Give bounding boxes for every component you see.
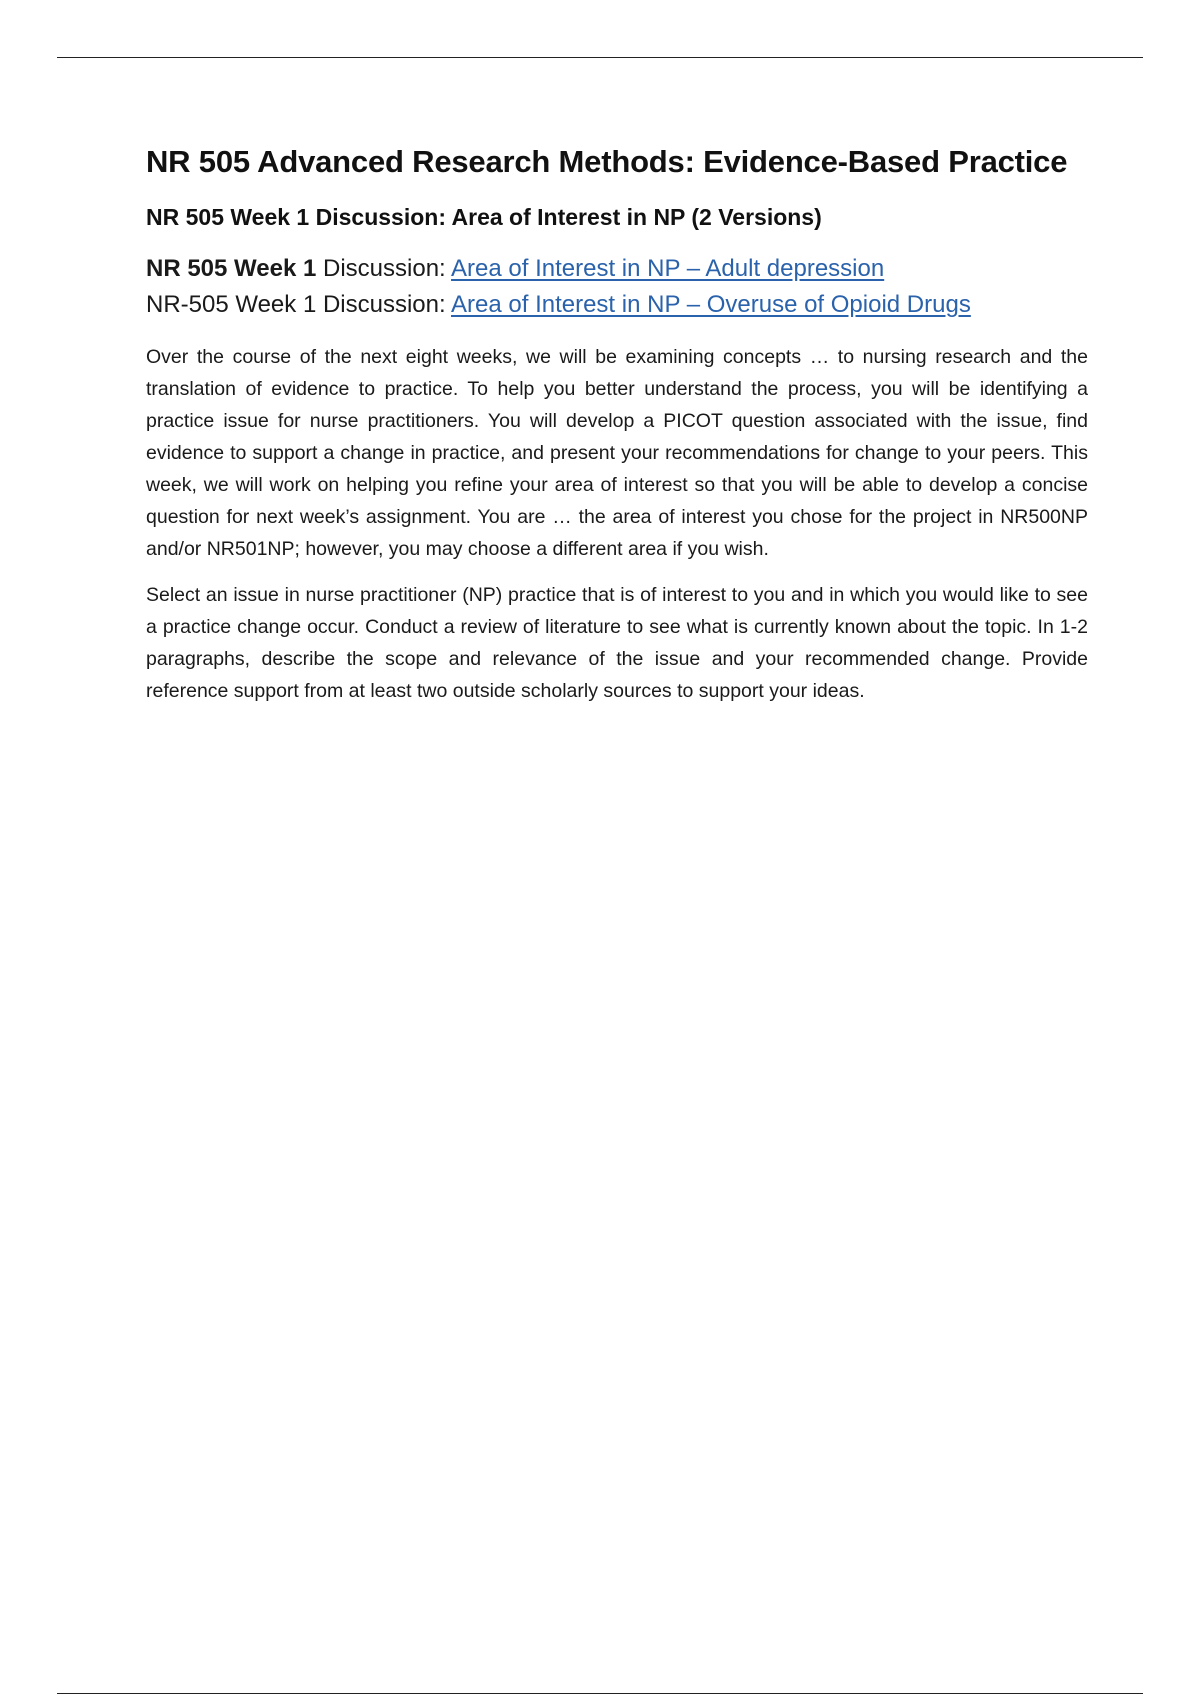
- intro-paragraph: Over the course of the next eight weeks, we will be examining concepts … to nursing research and the translation of evidence to practice. To help you better understand the process, you will be identifying a practice issue for nurse practitioners. You will develop a PICOT question associated with the issue, find evidence to support a change in practice, and present your recommendations for change to your peers. This week, we will work on helping you refine your area of interest so that you will be able to develop a concise question for next week’s assignment. You are … the area of interest you chose for the project in NR500NP and/or NR501NP; however, you may choose a different area if you wish.: [146, 346, 1088, 560]
- version-1-prefix: Discussion:: [316, 255, 452, 282]
- bottom-rule: [57, 1693, 1143, 1694]
- versions-list: [146, 251, 1088, 323]
- version-line-1: [146, 251, 1088, 287]
- version-2-prefix: NR-505 Week 1 Discussion:: [146, 291, 452, 318]
- document-title: NR 505 Advanced Research Methods: Evidence-Based Practice: [146, 144, 1068, 179]
- document-body: [146, 144, 1088, 721]
- version-1-prefix-bold: NR 505 Week 1: [146, 255, 317, 282]
- version-line-2: [146, 287, 1088, 323]
- version-2-link[interactable]: Area of Interest in NP – Overuse of Opioid Drugs: [451, 291, 971, 318]
- top-rule: [57, 57, 1143, 58]
- version-1-link[interactable]: Area of Interest in NP – Adult depression: [451, 255, 885, 282]
- instructions-paragraph: Select an issue in nurse practitioner (NP) practice that is of interest to you and in which you would like to see a practice change occur. Conduct a review of literature to see what is currently known about the topic. In 1-2 paragraphs, describe the scope and relevance of the issue and your recommended change. Provide reference support from at least two outside scholarly sources to support your ideas.: [146, 584, 1088, 702]
- document-subtitle: NR 505 Week 1 Discussion: Area of Interest in NP (2 Versions): [146, 204, 822, 230]
